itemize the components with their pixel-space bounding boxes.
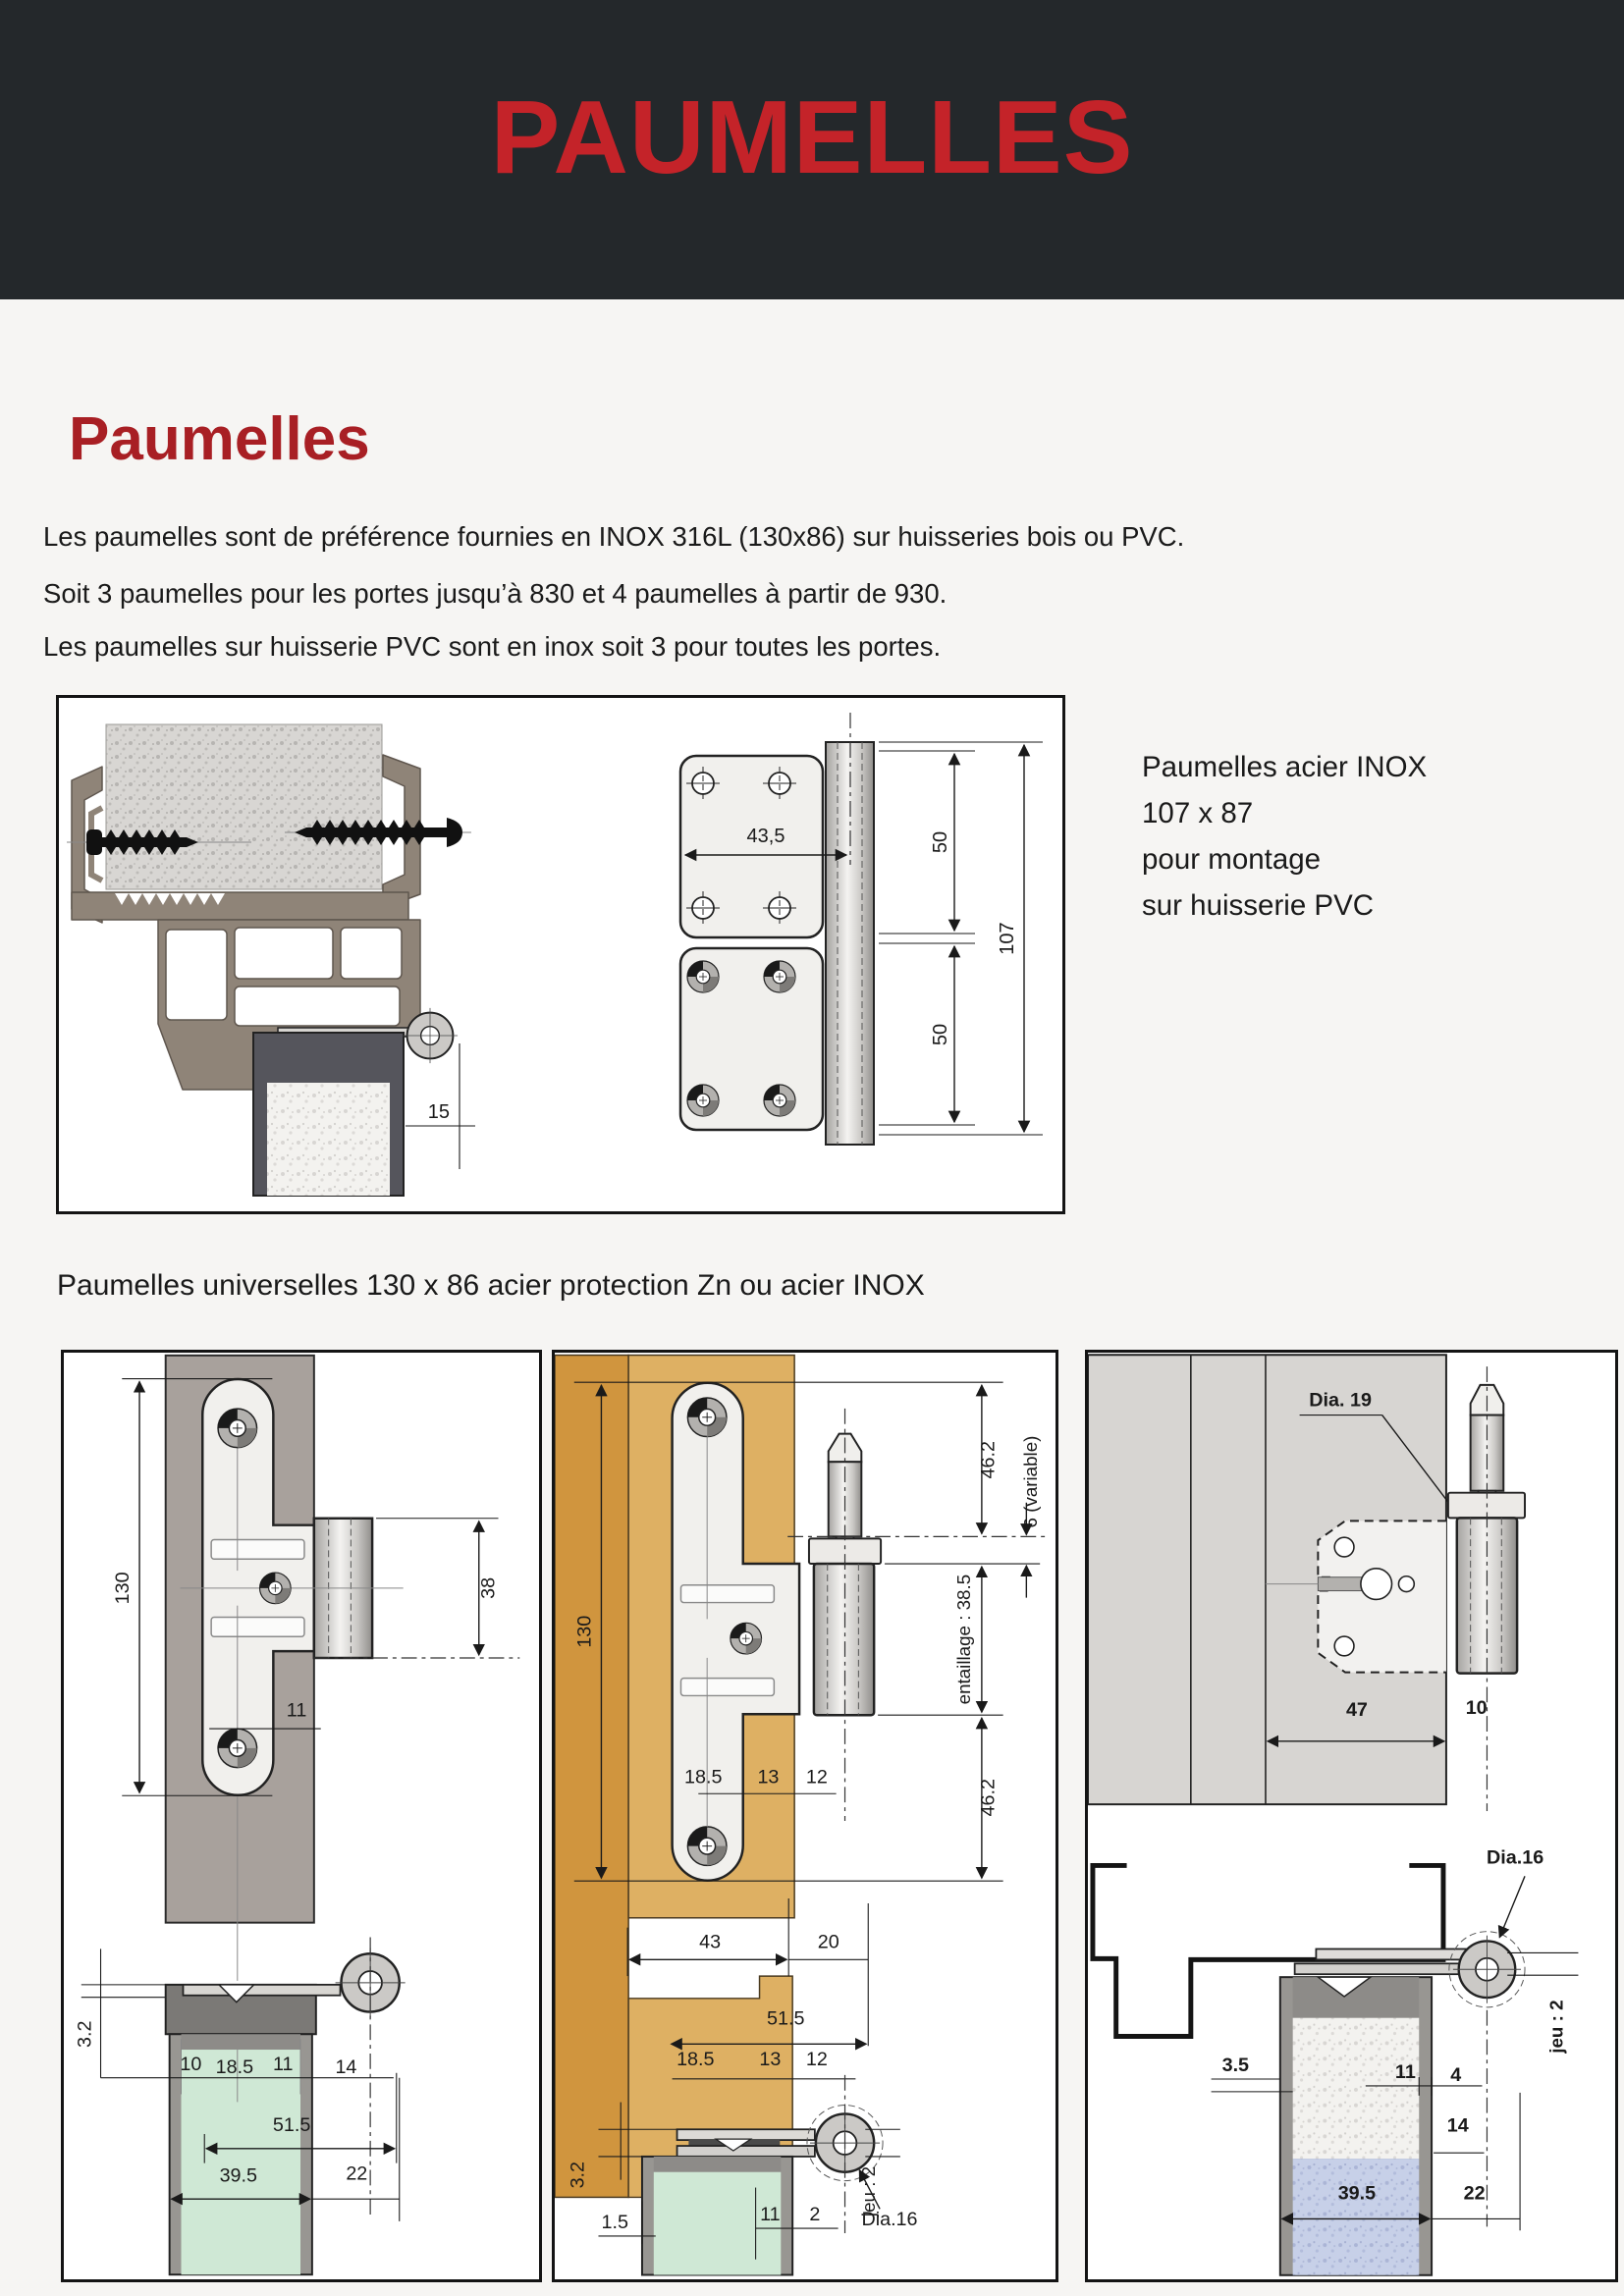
door-core bbox=[182, 2050, 300, 2274]
page-title: PAUMELLES bbox=[490, 80, 1134, 195]
section-heading: Paumelles bbox=[69, 405, 370, 473]
leaf-upper bbox=[1316, 1949, 1465, 1959]
dim-11: 11 bbox=[286, 1699, 307, 1722]
dim-22: 22 bbox=[346, 2163, 368, 2185]
dim-dia16: Dia.16 bbox=[861, 2209, 918, 2231]
dim-18-5: 18.5 bbox=[215, 2056, 254, 2078]
dim-130: 130 bbox=[573, 1615, 596, 1648]
dim-46-2-top: 46.2 bbox=[977, 1441, 1000, 1479]
dim-11: 11 bbox=[760, 2204, 781, 2226]
metal-cross-section bbox=[1093, 1846, 1578, 2274]
dim-38: 38 bbox=[477, 1576, 500, 1599]
dim-50-bottom: 50 bbox=[930, 1023, 951, 1046]
row-13: 13 bbox=[757, 1766, 780, 1789]
dim-10: 10 bbox=[1465, 1697, 1488, 1720]
slot-bottom bbox=[211, 1618, 304, 1637]
metal-hinge-drawing bbox=[1088, 1353, 1615, 2279]
knuckle-section bbox=[1453, 1936, 1521, 2003]
dim-15: 15 bbox=[427, 1101, 450, 1123]
dim-43: 43 bbox=[699, 1931, 722, 1953]
row-18-5: 18.5 bbox=[683, 1766, 723, 1789]
door-core-top bbox=[1293, 2018, 1420, 2159]
dim-46-2-bottom: 46.2 bbox=[977, 1778, 1000, 1817]
dim-4: 4 bbox=[1450, 2063, 1462, 2086]
dim-107: 107 bbox=[997, 922, 1018, 955]
steel-cross-section bbox=[75, 1937, 406, 2274]
concrete-panel bbox=[106, 724, 382, 889]
wood-edge-strip bbox=[555, 1356, 628, 2198]
dim-130: 130 bbox=[112, 1572, 135, 1605]
panel-wood-hinge bbox=[552, 1350, 1058, 2282]
wood-hinge-drawing bbox=[555, 1353, 1056, 2279]
pvc-hinge-diagram bbox=[59, 698, 1062, 1211]
hinge-leaf bbox=[183, 1985, 340, 1996]
panel-metal-hinge bbox=[1085, 1350, 1618, 2282]
dim-6-variable: 6 (variable) bbox=[1020, 1435, 1042, 1528]
dim-47: 47 bbox=[1345, 1699, 1368, 1722]
dim-dia19: Dia. 19 bbox=[1309, 1389, 1372, 1412]
dim-12: 12 bbox=[805, 2049, 828, 2071]
dim-39-5: 39.5 bbox=[1337, 2182, 1377, 2205]
leaf-upper bbox=[677, 2129, 815, 2140]
dim-3-2: 3.2 bbox=[74, 2020, 96, 2048]
dim-13: 13 bbox=[759, 2049, 782, 2071]
dim-1-5: 1.5 bbox=[601, 2212, 629, 2234]
steel-hinge-elevation bbox=[112, 1356, 519, 1981]
dim-20: 20 bbox=[817, 1931, 839, 1953]
leaf-lower bbox=[1295, 1963, 1466, 1974]
dim-22: 22 bbox=[1463, 2182, 1486, 2205]
dim-jeu-2: jeu : 2 bbox=[858, 2165, 880, 2217]
dim-51-5: 51.5 bbox=[272, 2114, 311, 2137]
universal-hinges-title: Paumelles universelles 130 x 86 acier protection Zn ou acier INOX bbox=[57, 1269, 925, 1302]
dim-3-5: 3.5 bbox=[1221, 2055, 1250, 2077]
dim-50-top: 50 bbox=[930, 830, 951, 854]
intro-line-2: Soit 3 paumelles pour les portes jusqu’à 830 et 4 paumelles à partir de 930. bbox=[43, 578, 947, 609]
door-core-bottom bbox=[1293, 2159, 1420, 2275]
slot-top bbox=[211, 1539, 304, 1559]
note-line-2: 107 x 87 bbox=[1142, 797, 1254, 829]
hinge-elevation-drawing bbox=[680, 713, 1043, 1145]
pvc-profile-section-drawing bbox=[67, 724, 475, 1196]
dim-39-5: 39.5 bbox=[219, 2164, 258, 2187]
dim-2: 2 bbox=[809, 2204, 821, 2226]
page-header bbox=[0, 0, 1624, 299]
leaf-lower bbox=[677, 2146, 815, 2157]
door-leaf-core bbox=[267, 1083, 390, 1196]
knuckle-cylinder bbox=[814, 1564, 874, 1715]
dim-14: 14 bbox=[1446, 2114, 1469, 2137]
note-line-3: pour montage bbox=[1142, 843, 1322, 876]
note-line-1: Paumelles acier INOX bbox=[1142, 751, 1428, 783]
panel-steel-hinge bbox=[61, 1350, 542, 2282]
dim-11b: 11 bbox=[272, 2053, 294, 2075]
dim-43-5: 43,5 bbox=[746, 826, 785, 847]
row-12: 12 bbox=[805, 1766, 828, 1789]
intro-line-1: Les paumelles sont de préférence fournies en INOX 316L (130x86) sur huisseries bois ou PVC. bbox=[43, 521, 1185, 552]
pvc-hinge-diagram-box bbox=[56, 695, 1065, 1214]
dim-51-5: 51.5 bbox=[767, 2007, 805, 2030]
dim-18-5: 18.5 bbox=[677, 2049, 715, 2071]
intro-line-3: Les paumelles sur huisserie PVC sont en inox soit 3 pour toutes les portes. bbox=[43, 631, 942, 662]
steel-hinge-drawing bbox=[64, 1353, 539, 2279]
dim-entaillage: entaillage : 38.5 bbox=[953, 1574, 975, 1705]
note-line-4: sur huisserie PVC bbox=[1142, 889, 1375, 922]
dim-jeu-2: jeu : 2 bbox=[1545, 2000, 1567, 2054]
dim-3-2: 3.2 bbox=[567, 2161, 589, 2189]
dim-14: 14 bbox=[335, 2056, 357, 2078]
dim-dia16: Dia.16 bbox=[1487, 1846, 1544, 1869]
side-note bbox=[1142, 744, 1427, 929]
dim-11: 11 bbox=[1394, 2061, 1416, 2084]
dim-10: 10 bbox=[180, 2053, 202, 2075]
metal-frame-elevation bbox=[1088, 1355, 1525, 1811]
